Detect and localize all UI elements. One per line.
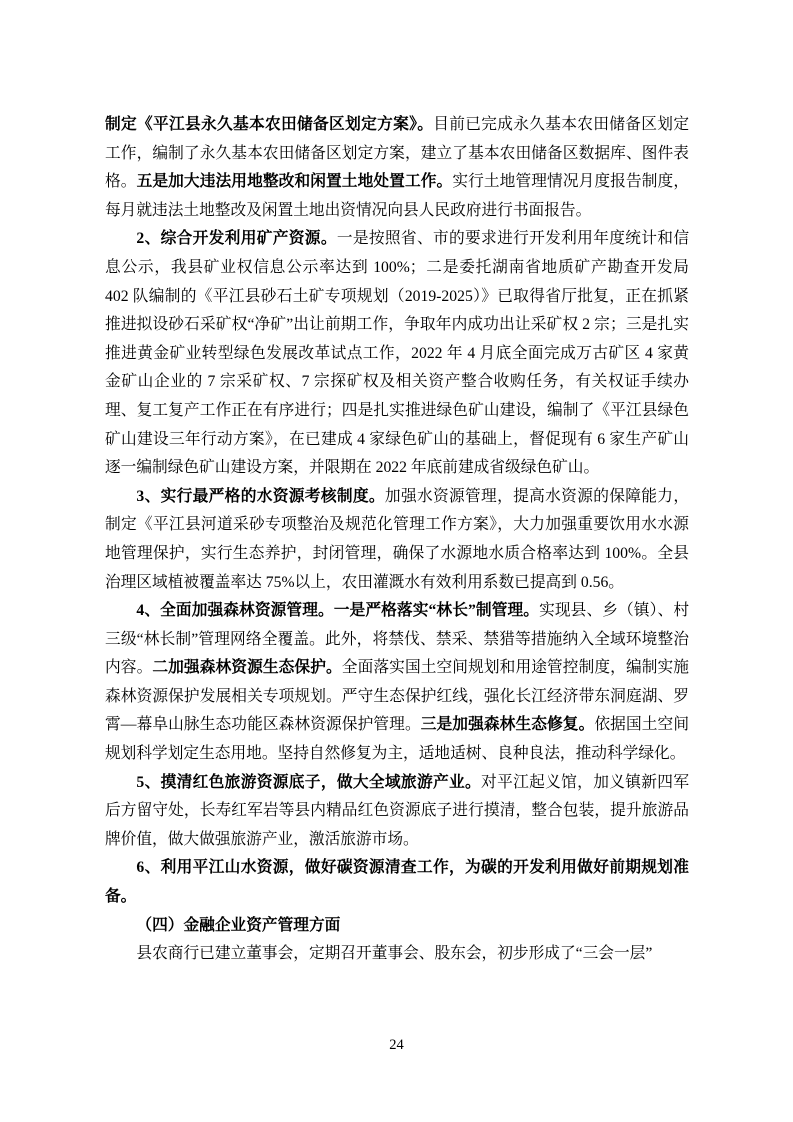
bold-text-run: 制定《平江县永久基本农田储备区划定方案》。 xyxy=(105,116,434,133)
para-rural-bank xyxy=(105,940,689,969)
text-run: 目前已完成永久基本农田储备区划定工作，编制了永久基本农田储备区划定方案，建立了基本农田储备区数据库、图件表格。 xyxy=(105,116,690,191)
bold-text-run: 5、摸清红色旅游资源底子，做大全域旅游产业。 xyxy=(136,773,482,791)
bold-text-run: 2、综合开发利用矿产资源。 xyxy=(136,230,337,248)
text-run: 实现县、乡（镇）、村三级“林长制”管理网络全覆盖。此外，将禁伐、禁采、禁猎等措施纳入全域环境整治内容。 xyxy=(105,602,690,677)
bold-text-run: 二加强森林资源生态保护。 xyxy=(152,659,342,677)
bold-text-run: （四）金融企业资产管理方面 xyxy=(136,916,341,934)
bold-text-run: 3、实行最严格的水资源考核制度。 xyxy=(136,487,385,505)
text-run: 全面落实国土空间规划和用途管控制度，编制实施森林资源保护发展相关专项规划。严守生态保护红线，强化长江经济带东洞庭湖、罗霄—幕阜山脉生态功能区森林资源保护管理。 xyxy=(105,659,689,734)
para-3-water-resources xyxy=(105,483,689,597)
text-run: 加强水资源管理，提高水资源的保障能力，制定《平江县河道采砂专项整治及规范化管理工作方案》，大力加强重要饮用水水源地管理保护，实行生态养护，封闭管理，确保了水源地水质合格率达到 100%。全县治理区域植被覆盖率达 75%以上，农田灌溉水有效利用系数已提高到 0.56。 xyxy=(105,487,690,591)
page-number: 24 xyxy=(389,1037,404,1053)
bold-text-run: 4、全面加强森林资源管理。一是严格落实“林长”制管理。 xyxy=(136,602,540,620)
bold-text-run: 三是加强森林生态修复。 xyxy=(420,716,595,734)
text-run: 对平江起义馆，加义镇新四军后方留守处，长寿红军岩等县内精品红色资源底子进行摸清，整合包装，提升旅游品牌价值，做大做强旅游产业，激活旅游市场。 xyxy=(105,773,690,848)
heading-section-4-finance xyxy=(105,912,689,941)
text-run: 实行土地管理情况月度报告制度，每月就违法土地整改及闲置土地出资情况向县人民政府进行书面报告。 xyxy=(105,173,690,219)
para-4-forest-resources xyxy=(105,597,689,769)
text-run: 依据国土空间规划科学划定生态用地。坚持自然修复为主，适地适树、良种良法，推动科学绿化。 xyxy=(105,716,690,763)
text-run: 一是按照省、市的要求进行开发利用年度统计和信息公示，我县矿业权信息公示率达到 100%；二是委托湖南省地质矿产勘查开发局 402 队编制的《平江县砂石土矿专项规划（2019-2025）》已取得省厅批复，正在抓紧推进拟设砂石采矿权“净矿”出让前期工作，争取年内成功出让采矿权 2 宗；三是扎实推进黄金矿业转型绿色发展改革试点工作，2022 年 4 月底全面完成万古矿区 4 家黄金矿山企业的 7 宗采矿权、7 宗探矿权及相关资产整合收购任务，有关权证手续办理、复工复产工作正在有序进行；四是扎实推进绿色矿山建设，编制了《平江县绿色矿山建设三年行动方案》，在已建成 4 家绿色矿山的基础上，督促现有 6 家生产矿山逐一编制绿色矿山建设方案，并限期在 2022 年底前建成省级绿色矿山。 xyxy=(105,230,690,477)
bold-text-run: 6、利用平江山水资源，做好碳资源清查工作，为碳的开发利用做好前期规划准备。 xyxy=(105,859,689,906)
para-land-plan-continuation xyxy=(105,111,689,225)
document-body xyxy=(105,111,689,969)
para-6-carbon-resources xyxy=(105,854,689,911)
para-2-mineral-resources xyxy=(105,225,689,482)
text-run: 县农商行已建立董事会，定期召开董事会、股东会，初步形成了“三会一层” xyxy=(136,945,653,963)
para-5-red-tourism xyxy=(105,769,689,855)
bold-text-run: 五是加大违法用地整改和闲置土地处置工作。 xyxy=(136,173,453,191)
